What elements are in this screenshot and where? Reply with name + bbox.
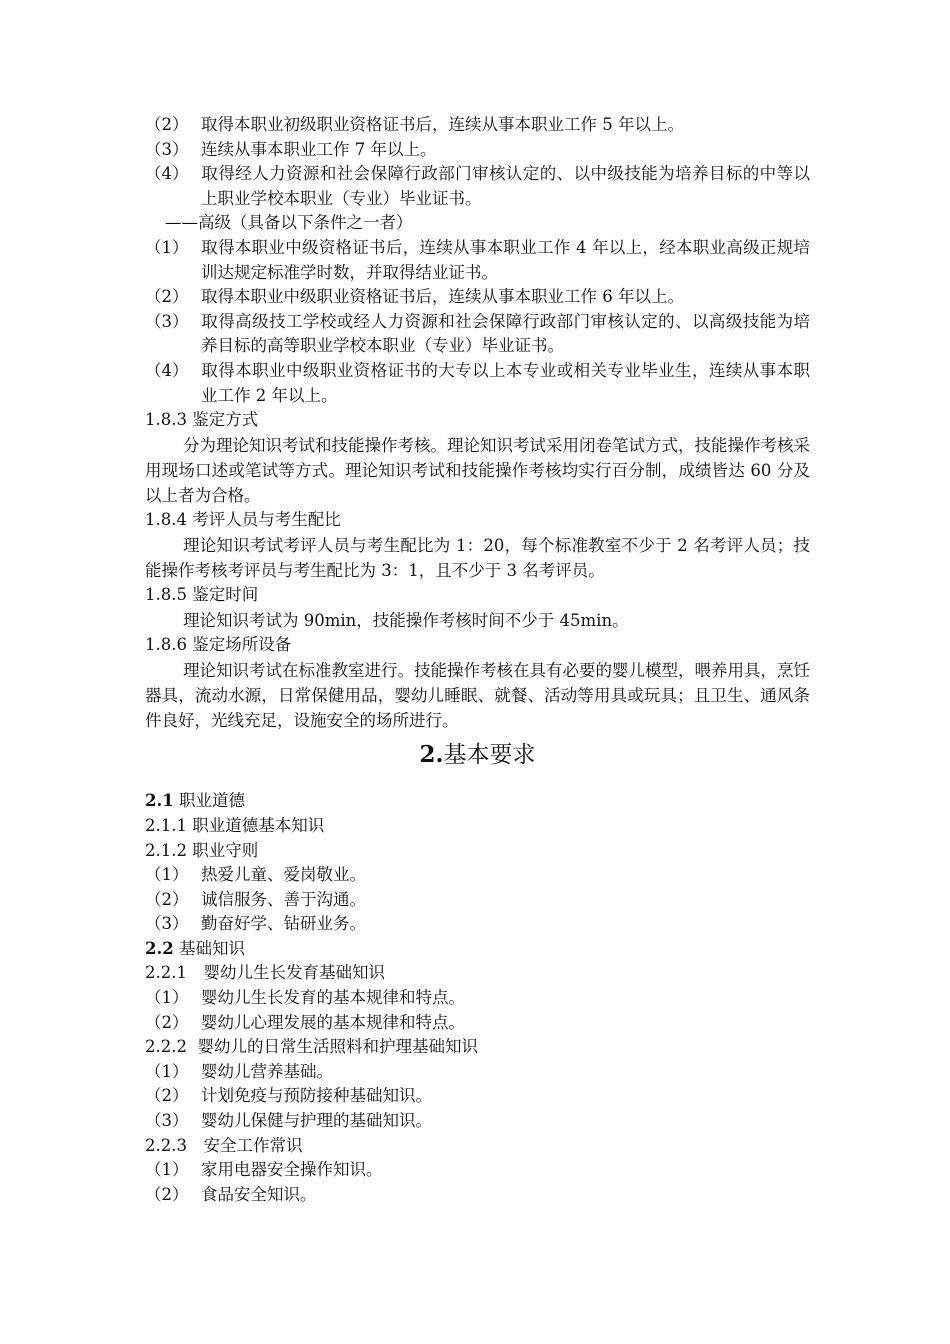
list-item	[145, 1109, 810, 1134]
list-item	[145, 236, 810, 285]
chapter-name: 基本要求	[443, 742, 536, 769]
item-number: （4）	[145, 164, 189, 184]
section-number: 2.2	[145, 938, 174, 958]
item-text: 计划免疫与预防接种基础知识。	[201, 1086, 432, 1106]
item-number: （2）	[145, 1086, 189, 1106]
section-heading-1-8-6: 1.8.6 鉴定场所设备	[145, 635, 292, 655]
item-number: （2）	[145, 287, 189, 307]
item-number: （1）	[145, 237, 189, 257]
section-heading-2-1	[145, 789, 810, 814]
list-item	[145, 1060, 810, 1085]
item-number: （3）	[145, 139, 189, 159]
chapter-title	[145, 739, 810, 771]
item-number: （1）	[145, 1061, 189, 1081]
item-number: （1）	[145, 1160, 189, 1180]
section-name: 基础知识	[173, 938, 245, 958]
chapter-number: 2.	[419, 741, 444, 769]
section-heading-2-2-1: 2.2.1 婴幼儿生长发育基础知识	[145, 963, 385, 983]
item-number: （2）	[145, 889, 189, 909]
document-page	[145, 113, 810, 1207]
list-item	[145, 863, 810, 888]
section-heading-2-1-2: 2.1.2 职业守则	[145, 840, 259, 860]
list-item	[145, 310, 810, 359]
item-text: 取得高级技工学校或经人力资源和社会保障行政部门审核认定的、以高级技能为培养目标的高等职业学校本职业（专业）毕业证书。	[201, 311, 810, 356]
list-item	[145, 113, 810, 138]
section-heading-2-2-3: 2.2.3 安全工作常识	[145, 1135, 303, 1155]
item-number: （1）	[145, 988, 189, 1008]
section-heading-2-2-2: 2.2.2 婴幼儿的日常生活照料和护理基础知识	[145, 1037, 478, 1057]
list-item	[145, 1158, 810, 1183]
item-text: 热爱儿童、爱岗敬业。	[201, 865, 366, 885]
item-number: （1）	[145, 865, 189, 885]
section-heading-1-8-3: 1.8.3 鉴定方式	[145, 410, 259, 430]
section-heading-2-2	[145, 937, 810, 962]
item-text: 婴幼儿心理发展的基本规律和特点。	[201, 1012, 465, 1032]
item-text: 取得本职业中级资格证书后，连续从事本职业工作 4 年以上，经本职业高级正规培训达规定标准学时数，并取得结业证书。	[201, 237, 810, 282]
section-name: 职业道德	[173, 791, 245, 811]
item-text: 连续从事本职业工作 7 年以上。	[201, 139, 437, 159]
item-number: （2）	[145, 1184, 189, 1204]
item-text: 家用电器安全操作知识。	[201, 1160, 383, 1180]
section-body-1-8-3: 分为理论知识考试和技能操作考核。理论知识考试采用闭卷笔试方式，技能操作考核采用现场口述或笔试等方式。理论知识考试和技能操作考核均实行百分制，成绩皆达 60 分及以上者为合格。	[145, 435, 810, 506]
list-item	[145, 162, 810, 211]
list-item	[145, 285, 810, 310]
list-item	[145, 986, 810, 1011]
section-number: 2.1	[145, 791, 174, 811]
item-text: 勤奋好学、钻研业务。	[201, 914, 366, 934]
item-number: （4）	[145, 360, 189, 380]
item-number: （2）	[145, 115, 189, 134]
section-body-1-8-4: 理论知识考试考评人员与考生配比为 1：20，每个标准教室不少于 2 名考评人员；技能操作考核考评员与考生配比为 3：1，且不少于 3 名考评员。	[145, 535, 810, 581]
section-heading-1-8-5: 1.8.5 鉴定时间	[145, 585, 259, 605]
section-body-1-8-5: 理论知识考试为 90min，技能操作考核时间不少于 45min。	[183, 610, 629, 630]
item-text: 诚信服务、善于沟通。	[201, 889, 366, 909]
section-heading-2-1-1: 2.1.1 职业道德基本知识	[145, 815, 325, 835]
section-heading-1-8-4: 1.8.4 考评人员与考生配比	[145, 510, 341, 530]
section-body-1-8-6: 理论知识考试在标准教室进行。技能操作考核在具有必要的婴儿模型，喂养用具，烹饪器具，流动水源，日常保健用品，婴幼儿睡眠、就餐、活动等用具或玩具；且卫生、通风条件良好，光线充足，设施安全的场所进行。	[145, 660, 810, 731]
item-text: 取得经人力资源和社会保障行政部门审核认定的、以中级技能为培养目标的中等以上职业学校本职业（专业）毕业证书。	[201, 164, 810, 208]
list-item	[145, 359, 810, 408]
item-text: 食品安全知识。	[201, 1184, 317, 1204]
list-item	[145, 1011, 810, 1036]
list-item	[145, 138, 810, 163]
item-number: （3）	[145, 914, 189, 934]
item-text: 婴幼儿保健与护理的基础知识。	[201, 1111, 432, 1131]
item-number: （3）	[145, 311, 189, 331]
advanced-heading: ——高级（具备以下条件之一者）	[165, 213, 413, 233]
item-text: 婴幼儿营养基础。	[201, 1061, 333, 1081]
item-text: 取得本职业初级职业资格证书后，连续从事本职业工作 5 年以上。	[201, 115, 684, 134]
list-item	[145, 1084, 810, 1109]
item-text: 取得本职业中级职业资格证书后，连续从事本职业工作 6 年以上。	[201, 287, 684, 307]
item-text: 婴幼儿生长发育的基本规律和特点。	[201, 988, 465, 1008]
list-item	[145, 888, 810, 913]
item-number: （2）	[145, 1012, 189, 1032]
item-text: 取得本职业中级职业资格证书的大专以上本专业或相关专业毕业生，连续从事本职业工作 2 年以上。	[201, 360, 810, 405]
list-item	[145, 912, 810, 937]
item-number: （3）	[145, 1111, 189, 1131]
list-item	[145, 1183, 810, 1208]
